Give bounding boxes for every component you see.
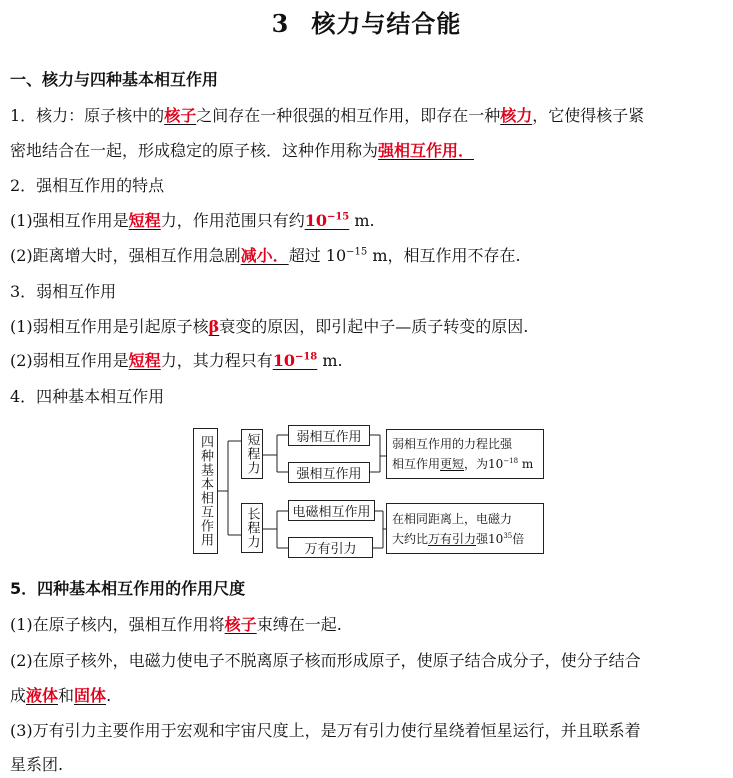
- section5-p1-suffix: 束缚在一起.: [256, 615, 342, 634]
- blank-weak-range-value: [273, 351, 318, 370]
- weak-range-base: 10: [272, 351, 295, 370]
- title-number: 3: [271, 9, 290, 38]
- item1-mid1: 之间存在一种很强的相互作用，即存在一种: [196, 106, 501, 125]
- item3-p1-prefix: (1)弱相互作用是引起原子核: [10, 317, 209, 336]
- gravity-box: 万有引力: [288, 537, 373, 558]
- item3-p2: [10, 350, 726, 372]
- item1-line1: [10, 105, 726, 127]
- note1-exp: −18: [503, 457, 519, 465]
- strong-interaction-box: 强相互作用: [288, 462, 370, 483]
- weak-interaction-box: 弱相互作用: [288, 425, 370, 446]
- note1-underlined: 更短: [440, 457, 465, 471]
- note1-unit: m: [518, 457, 534, 471]
- section5-p2-line1: (2)在原子核外，电磁力使电子不脱离原子核而形成原子，使原子结合成分子，使分子结合: [10, 651, 641, 670]
- item2-p2-prefix: (2)距离增大时，强相互作用急剧: [10, 246, 241, 265]
- item4-heading: 4．四种基本相互作用: [10, 387, 165, 406]
- item3-heading: 3．弱相互作用: [10, 282, 117, 301]
- item2-p1-unit: m.: [349, 211, 375, 230]
- item1-mid2: ，它使得核子紧: [532, 106, 645, 125]
- section5-p1-prefix: (1)在原子核内，强相互作用将: [10, 615, 225, 634]
- em-interaction-box: 电磁相互作用: [288, 500, 375, 521]
- section5-p2-line2: [10, 685, 726, 707]
- blank-decrease: 减小．: [240, 246, 289, 265]
- note2-line2: [392, 529, 524, 549]
- section5-p1: [10, 614, 726, 636]
- section5-p2-mid: 和: [58, 686, 75, 705]
- note1-part3: ，为10: [464, 457, 504, 471]
- blank-nuclear-force: 核力: [500, 106, 533, 125]
- item3-p2-prefix: (2)弱相互作用是: [10, 351, 129, 370]
- note2-exp: 35: [503, 531, 513, 540]
- item3-p2-unit: m.: [317, 351, 343, 370]
- section5-p2-prefix: 成: [10, 686, 27, 705]
- root-box: 四种基本相互作用: [193, 428, 218, 554]
- note1-line2: [392, 454, 533, 474]
- item1-line2: [10, 140, 726, 162]
- section5-p3-line2: 星系团.: [10, 755, 64, 774]
- blank-range-value: [305, 211, 350, 230]
- blank-short-range: 短程: [128, 211, 161, 230]
- item1-line2-prefix: 密地结合在一起，形成稳定的原子核．这种作用称为: [10, 141, 379, 160]
- item3-p1-suffix: 衰变的原因，即引起中子—质子转变的原因.: [219, 317, 529, 336]
- note1-line1: 弱相互作用的力程比强: [392, 437, 513, 451]
- item3-p2-mid: 力，其力程只有: [160, 351, 273, 370]
- note-weak-vs-strong: [386, 429, 544, 479]
- item2-p2-suffix: m，相互作用不存在.: [367, 246, 521, 265]
- title-text: 核力与结合能: [311, 10, 462, 38]
- item2-heading: 2．强相互作用的特点: [10, 176, 165, 195]
- blank-short-range-weak: 短程: [128, 351, 161, 370]
- blank-nucleon-bound: 核子: [224, 615, 257, 634]
- note2-part3: 强10: [476, 531, 504, 546]
- section1-heading: 一、核力与四种基本相互作用: [10, 70, 219, 89]
- blank-beta: β: [208, 317, 220, 336]
- note2-line1: 在相同距离上，电磁力: [392, 511, 513, 526]
- interaction-diagram: [193, 425, 548, 557]
- item2-p2-mid: 超过 10: [288, 246, 347, 265]
- range-base: 10: [304, 211, 327, 230]
- note2-underlined: 万有引力: [428, 531, 477, 546]
- note1-part1: 相互作用: [392, 457, 441, 471]
- note2-suffix: 倍: [512, 531, 525, 546]
- page-title: [0, 4, 733, 39]
- blank-solid: 固体: [74, 686, 107, 705]
- range-exp: −15: [326, 211, 350, 223]
- item3-p1: [10, 316, 726, 338]
- section5-p2-suffix: .: [106, 686, 112, 705]
- item2-p1-prefix: (1)强相互作用是: [10, 211, 129, 230]
- blank-liquid: 液体: [26, 686, 59, 705]
- blank-strong-interaction: 强相互作用．: [378, 141, 475, 160]
- long-range-box: 长程力: [241, 503, 263, 553]
- section5-p3-line1: (3)万有引力主要作用于宏观和宇宙尺度上，是万有引力使行星绕着恒星运行，并且联系着: [10, 721, 641, 740]
- item2-p2-exp: −15: [346, 246, 368, 258]
- note-em-vs-gravity: [386, 503, 544, 554]
- item2-p1-mid: 力，作用范围只有约: [160, 211, 305, 230]
- item2-p1: [10, 210, 726, 232]
- item1-prefix: 1．核力：原子核中的: [10, 106, 165, 125]
- item2-p2: [10, 245, 726, 267]
- note2-part1: 大约比: [392, 531, 429, 546]
- blank-nucleon: 核子: [164, 106, 197, 125]
- short-range-box: 短程力: [241, 429, 263, 479]
- weak-range-exp: −18: [294, 351, 318, 363]
- section5-heading: 5．四种基本相互作用的作用尺度: [10, 579, 246, 598]
